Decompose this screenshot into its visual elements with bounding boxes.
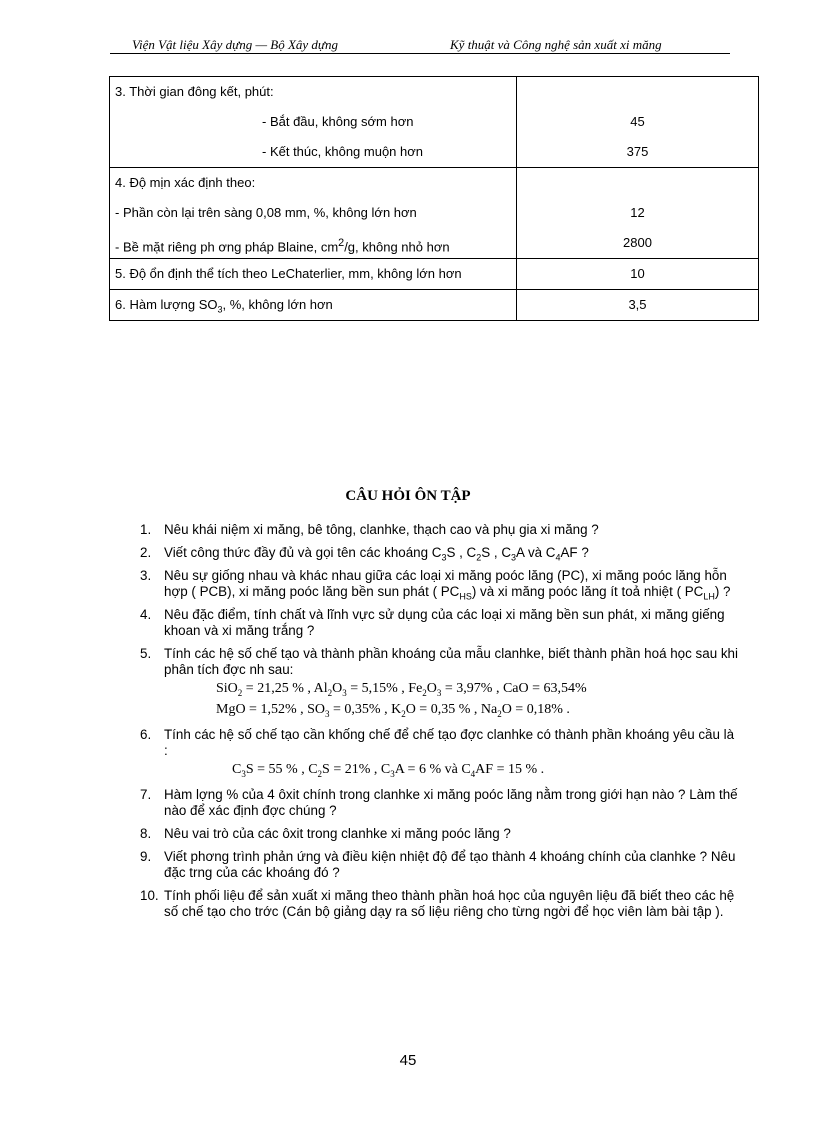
list-item: 8. Nêu vai trò của các ôxit trong clanhke xi măng poóc lăng ? (140, 826, 511, 841)
list-item: 2. Viết công thức đầy đủ và gọi tên các khoáng $C_3S$ , $C_2S$ , $C_3A$ và $C_4AF$ ? (140, 545, 589, 563)
list-item: 4. Nêu đặc điểm, tính chất và lĩnh vực sử dụng của các loại xi măng bền sun phát, xi măng giếng khoan và xi măng trắng ? (140, 607, 725, 638)
list-item: 1. Nêu khái niệm xi măng, bê tông, clanhke, thạch cao và phụ gia xi măng ? (140, 522, 599, 537)
so3-value: 3,5 (628, 297, 647, 312)
sieve-label: - Phần còn lại trên sàng 0,08 mm, %, không lớn hơn (115, 205, 417, 220)
formula-line: SiO$_2$ = 21,25 % , $Al_2O_3 = 5,15\%$ , $Fe_2O_3 = 3,97\%$ , CaO = 63,54% (216, 681, 587, 698)
table-cell (517, 77, 759, 168)
table-cell (110, 259, 517, 290)
page-number: 45 (399, 1052, 417, 1069)
setting-end-label: - Kết thúc, không muộn hơn (262, 144, 424, 159)
setting-end-value: 375 (626, 144, 649, 159)
setting-start-label: - Bắt đầu, không sớm hơn (262, 114, 414, 129)
blaine-value: 2800 (623, 235, 652, 250)
table-row (110, 290, 759, 321)
question-list (140, 522, 740, 927)
list-item: 10. Tính phối liệu để sản xuất xi măng theo thành phần hoá học của nguyên liệu đã biết theo các hệ số chế tạo cho trớc (Cán bộ giảng dạy ra số liệu riêng cho từng ngời để học viên làm bài tập ). (140, 888, 735, 919)
table-cell (517, 259, 759, 290)
list-item: 5. Tính các hệ số chế tạo và thành phần khoáng của mẫu clanhke, biết thành phần hoá học sau khi phân tích đợc nh sau: SiO$_2$ = 21,25 % , $Al_2O_3 = 5,15\%$ , $Fe_2O_3 = 3,97\%$ , CaO = 63,54% MgO = 1,52% , $SO_3 = 0,35\%$ , $K_2O = 0,35$ % , $Na_2O = 0,18\%$ . (140, 646, 740, 720)
table-row (110, 168, 759, 259)
header-right: Kỹ thuật và Công nghệ sản xuất xi măng (450, 37, 662, 52)
soundness-value: 10 (630, 266, 645, 281)
page-header (110, 36, 730, 54)
table-cell (517, 168, 759, 259)
list-item: 9. Viết phơng trình phản ứng và điều kiện nhiệt độ để tạo thành 4 khoáng chính của clanhke ? Nêu đặc trng của các khoáng đó ? (140, 849, 736, 880)
list-item: 3. Nêu sự giống nhau và khác nhau giữa các loại xi măng poóc lăng (PC), xi măng poóc lăng hỗn hợp ( PCB), xi măng poóc lăng bền sun phát ( $PC_{HS}$) và xi măng poóc lăng ít toả nhiệt ( $PC_{LH}$) ? (140, 568, 731, 602)
formula-line: MgO = 1,52% , $SO_3 = 0,35\%$ , $K_2O = 0,35$ % , $Na_2O = 0,18\%$ . (216, 702, 570, 719)
blaine-label: - Bề mặt riêng ph ơng pháp Blaine, $cm^2/g$, không nhỏ hơn (115, 237, 450, 255)
table-cell (110, 168, 517, 259)
fineness-title: 4. Độ mịn xác định theo: (115, 175, 256, 190)
table-cell (110, 290, 517, 321)
sieve-value: 12 (630, 205, 645, 220)
table-row (110, 259, 759, 290)
list-item: 7. Hàm lợng % của 4 ôxit chính trong clanhke xi măng poóc lăng nằm trong giới hạn nào ? Làm thế nào để xác định đợc chúng ? (140, 787, 738, 818)
soundness-label: 5. Độ ổn định thể tích theo LeChaterlier, mm, không lớn hơn (115, 266, 462, 281)
header-left: Viện Vật liệu Xây dựng — Bộ Xây dựng (132, 37, 339, 52)
formula-line: $C_3S = 55$ % , $C_2S = 21\%$ , $C_3A = 6$ % và $C_4AF = 15$ % . (232, 762, 545, 779)
review-title: CÂU HỎI ÔN TẬP (345, 488, 471, 504)
spec-table (109, 76, 759, 321)
table-row (110, 77, 759, 168)
so3-label: 6. Hàm lượng $SO_3$, %, không lớn hơn (115, 297, 333, 315)
setting-start-value: 45 (630, 114, 645, 129)
list-item: 6. Tính các hệ số chế tạo cần khống chế để chế tạo đợc clanhke có thành phần khoáng yêu cầu là : $C_3S = 55$ % , $C_2S = 21\%$ , $C_3A = 6$ % và $C_4AF = 15$ % . (140, 727, 740, 780)
table-cell (110, 77, 517, 168)
table-cell (517, 290, 759, 321)
setting-time-title: 3. Thời gian đông kết, phút: (115, 84, 274, 99)
